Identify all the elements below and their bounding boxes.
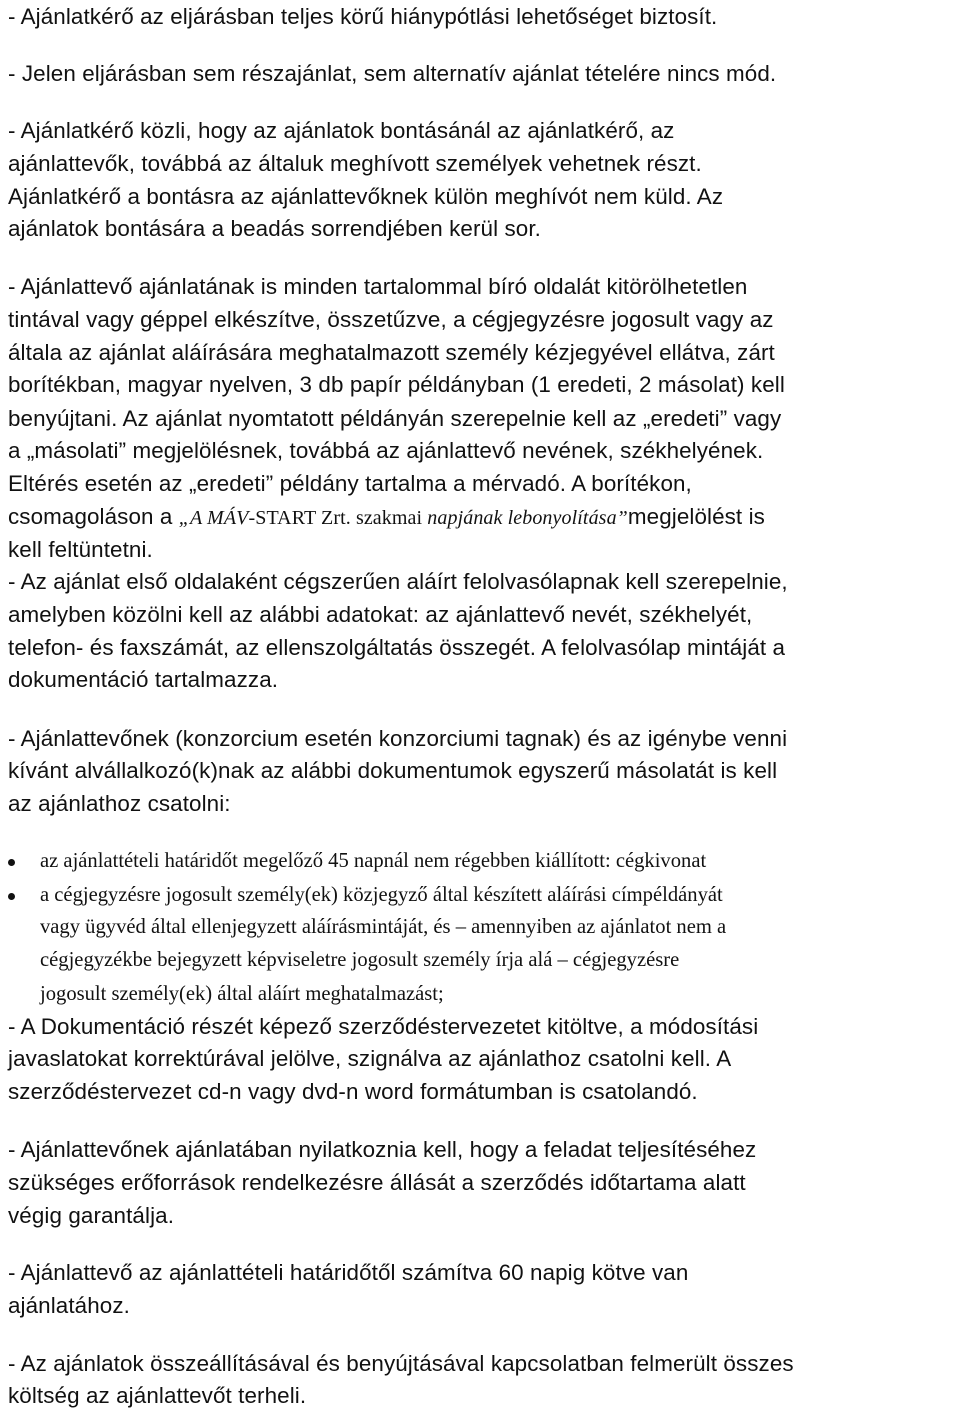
paragraph-line: kell feltüntetni. <box>8 537 153 562</box>
paragraph-line: amelyben közölni kell az alábbi adatokat: az ajánlattevő nevét, székhelyét, <box>8 602 753 627</box>
text-run: megjelölést is <box>627 504 765 529</box>
paragraph-line: ajánlatok bontására a beadás sorrendjében kerül sor. <box>8 216 541 241</box>
paragraph-line: - Ajánlattevő az ajánlattételi határidőtől számítva 60 napig kötve van <box>8 1260 689 1285</box>
paragraph-line: - Az ajánlat első oldalaként cégszerűen aláírt felolvasólapnak kell szerepelnie, <box>8 569 788 594</box>
paragraph-line: dokumentáció tartalmazza. <box>8 667 279 692</box>
bullet-line: vagy ügyvéd által ellenjegyzett aláírásmintáját, és – amennyiben az ajánlatot nem a <box>40 916 727 938</box>
paragraph-line: szükséges erőforrások rendelkezésre állását a szerződés időtartama alatt <box>8 1170 746 1195</box>
bullet-dot <box>8 893 15 900</box>
bullet-line: jogosult személy(ek) által aláírt meghatalmazást; <box>40 983 444 1005</box>
paragraph-line: Eltérés esetén az „eredeti” példány tartalma a mérvadó. A borítékon, <box>8 471 692 496</box>
paragraph-line: a „másolati” megjelölésnek, továbbá az ajánlattevő nevének, székhelyének. <box>8 438 764 463</box>
bullet-line: az ajánlattételi határidőt megelőző 45 napnál nem régebben kiállított: cégkivonat <box>40 850 707 872</box>
paragraph-line: - Jelen eljárásban sem részajánlat, sem alternatív ajánlat tételére nincs mód. <box>8 61 777 86</box>
paragraph-line: szerződéstervezet cd-n vagy dvd-n word formátumban is csatolandó. <box>8 1079 698 1104</box>
italic-run: napjának lebonyolítása” <box>427 507 628 529</box>
paragraph-line: benyújtani. Az ajánlat nyomtatott példányán szerepelnie kell az „eredeti” vagy <box>8 406 782 431</box>
paragraph-line: borítékban, magyar nyelven, 3 db papír példányban (1 eredeti, 2 másolat) kell <box>8 372 785 397</box>
paragraph-line: végig garantálja. <box>8 1203 175 1228</box>
text-run: csomagoláson a <box>8 504 179 529</box>
paragraph-line: telefon- és faxszámát, az ellenszolgáltatás összegét. A felolvasólap mintáját a <box>8 635 786 660</box>
paragraph-line: - Ajánlattevőnek (konzorcium esetén konzorciumi tagnak) és az igénybe venni <box>8 726 788 751</box>
paragraph-line: - Ajánlatkérő az eljárásban teljes körű hiánypótlási lehetőséget biztosít. <box>8 4 718 29</box>
bullet-dot <box>8 859 15 866</box>
paragraph-line: - A Dokumentáció részét képező szerződéstervezetet kitöltve, a módosítási <box>8 1014 759 1039</box>
paragraph-line: tintával vagy géppel elkészítve, összetűzve, a cégjegyzésre jogosult vagy az <box>8 307 774 332</box>
paragraph-line: javaslatokat korrektúrával jelölve, szignálva az ajánlathoz csatolni kell. A <box>8 1046 732 1071</box>
paragraph-line: kívánt alvállalkozó(k)nak az alábbi dokumentumok egyszerű másolatát is kell <box>8 758 778 783</box>
paragraph-line: általa az ajánlat aláírására meghatalmazott személy kézjegyével ellátva, zárt <box>8 340 775 365</box>
paragraph-line: - Ajánlattevő ajánlatának is minden tartalommal bíró oldalát kitörölhetetlen <box>8 274 748 299</box>
serif-run: -START Zrt. szakmai <box>248 507 428 529</box>
bullet-line: cégjegyzékbe bejegyzett képviseletre jogosult személy írja alá – cégjegyzésre <box>40 949 680 971</box>
italic-run: „A MÁV <box>178 507 249 529</box>
paragraph-line: - Az ajánlatok összeállításával és benyújtásával kapcsolatban felmerült összes <box>8 1351 794 1376</box>
paragraph-line-mixed <box>8 502 765 533</box>
paragraph-line: az ajánlathoz csatolni: <box>8 791 231 816</box>
paragraph-line: - Ajánlatkérő közli, hogy az ajánlatok bontásánál az ajánlatkérő, az <box>8 118 675 143</box>
paragraph-line: Ajánlatkérő a bontásra az ajánlattevőknek külön meghívót nem küld. Az <box>8 184 724 209</box>
paragraph-line: ajánlatához. <box>8 1293 130 1318</box>
bullet-line: a cégjegyzésre jogosult személy(ek) közjegyző által készített aláírási címpéldányát <box>40 884 723 906</box>
paragraph-line: - Ajánlattevőnek ajánlatában nyilatkoznia kell, hogy a feladat teljesítéséhez <box>8 1137 757 1162</box>
paragraph-line: ajánlattevők, továbbá az általuk meghívott személyek vehetnek részt. <box>8 151 702 176</box>
paragraph-line: költség az ajánlattevőt terheli. <box>8 1383 307 1408</box>
